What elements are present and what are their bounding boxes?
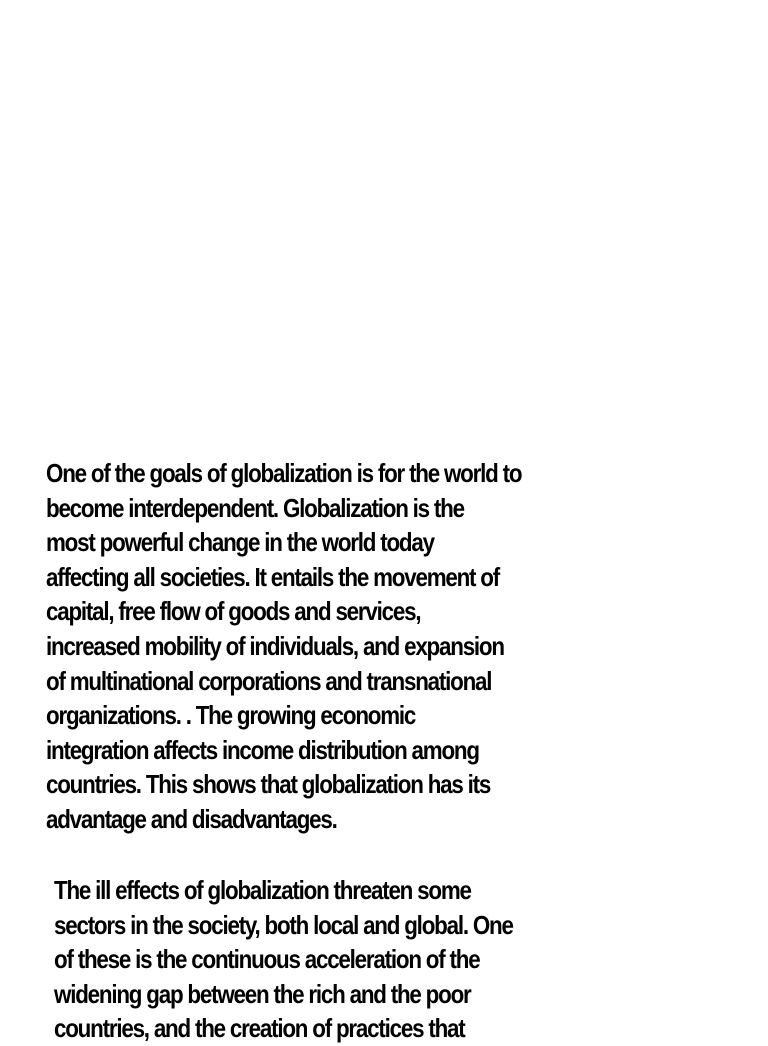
text-line: capital, free flow of goods and services,: [46, 596, 421, 627]
paragraph-intro: [46, 456, 521, 837]
text-line: One of the goals of globalization is for the world to: [46, 458, 522, 488]
text-line: of multinational corporations and transnational: [46, 665, 492, 696]
text-line: affecting all societies. It entails the movement of: [46, 561, 500, 592]
text-line: of these is the continuous acceleration of the: [54, 944, 480, 975]
text-line: organizations. . The growing economic: [46, 700, 416, 731]
paragraph-ill-effects: [54, 873, 513, 1046]
text-line: advantage and disadvantages.: [46, 803, 337, 834]
text-line: The ill effects of globalization threaten some: [54, 875, 471, 905]
text-line: sectors in the society, both local and global. One: [54, 909, 513, 940]
text-line: increased mobility of individuals, and expansion: [46, 630, 504, 661]
text-line: widening gap between the rich and the poor: [54, 978, 471, 1009]
text-line: become interdependent. Globalization is the: [46, 492, 464, 523]
text-line: countries, and the creation of practices that: [54, 1013, 465, 1044]
text-line: integration affects income distribution among: [46, 734, 479, 765]
text-line: countries. This shows that globalization has its: [46, 769, 491, 800]
text-line: most powerful change in the world today: [46, 527, 434, 558]
